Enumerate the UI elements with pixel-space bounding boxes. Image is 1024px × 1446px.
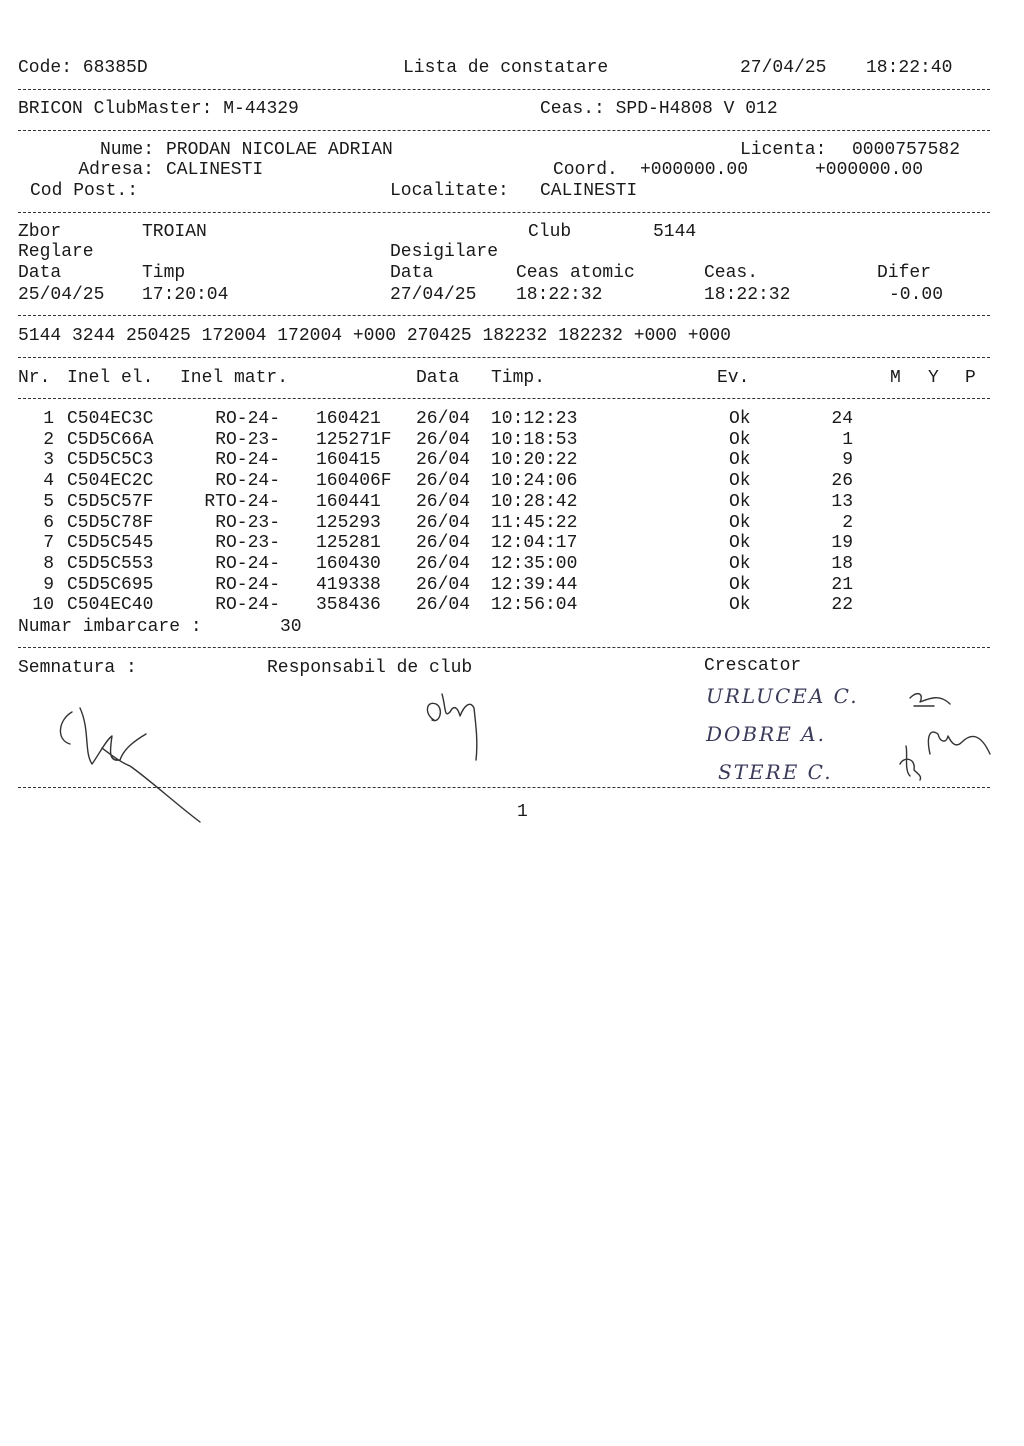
clock-label: Ceas. (704, 263, 759, 283)
owner-address: CALINESTI (166, 160, 264, 180)
row-date: 26/04 (416, 595, 471, 615)
row-date: 26/04 (416, 554, 471, 574)
row-time: 10:18:53 (491, 430, 578, 450)
row-time: 10:24:06 (491, 471, 578, 491)
club-number: 5144 (653, 222, 697, 242)
col-p: P (965, 368, 976, 388)
row-electronic-ring: C504EC2C (67, 471, 154, 491)
row-number: 8 (43, 554, 54, 574)
row-time: 12:35:00 (491, 554, 578, 574)
row-event: Ok (729, 450, 751, 470)
row-electronic-ring: C5D5C5C3 (67, 450, 154, 470)
license-label: Licenta: (740, 140, 827, 160)
reglare-date-label: Data (18, 263, 62, 283)
reglare-label: Reglare (18, 242, 94, 262)
row-electronic-ring: C504EC40 (67, 595, 154, 615)
col-nr: Nr. (18, 368, 51, 388)
separator (18, 89, 990, 90)
col-data: Data (416, 368, 460, 388)
document-code: Code: 68385D (18, 58, 148, 78)
row-ring-number: 125271F (316, 430, 392, 450)
row-ring-prefix: RTO-24- (204, 492, 280, 512)
row-position: 19 (831, 533, 853, 553)
row-ring-prefix: RO-24- (215, 575, 280, 595)
row-time: 12:39:44 (491, 575, 578, 595)
locality-label: Localitate: (390, 181, 509, 201)
row-event: Ok (729, 492, 751, 512)
row-number: 5 (43, 492, 54, 512)
desig-date-label: Data (390, 263, 434, 283)
breeder-label: Crescator (704, 656, 802, 676)
row-ring-prefix: RO-24- (215, 450, 280, 470)
difference-label: Difer (877, 263, 932, 283)
row-time: 11:45:22 (491, 513, 578, 533)
atomic-time: 18:22:32 (516, 285, 603, 305)
row-ring-number: 419338 (316, 575, 381, 595)
handwritten-name-3: STERE C. (718, 760, 833, 784)
print-date: 27/04/25 (740, 58, 827, 78)
row-electronic-ring: C504EC3C (67, 409, 154, 429)
row-event: Ok (729, 533, 751, 553)
boarding-label: Numar imbarcare : (18, 617, 202, 637)
row-date: 26/04 (416, 471, 471, 491)
row-ring-number: 160415 (316, 450, 381, 470)
separator (18, 357, 990, 358)
row-event: Ok (729, 554, 751, 574)
row-electronic-ring: C5D5C545 (67, 533, 154, 553)
row-number: 2 (43, 430, 54, 450)
clock-time: 18:22:32 (704, 285, 791, 305)
coord-label: Coord. (553, 160, 618, 180)
row-number: 4 (43, 471, 54, 491)
row-electronic-ring: C5D5C695 (67, 575, 154, 595)
row-date: 26/04 (416, 430, 471, 450)
row-ring-number: 160430 (316, 554, 381, 574)
license-number: 0000757582 (852, 140, 961, 160)
row-ring-prefix: RO-24- (215, 409, 280, 429)
row-ring-number: 358436 (316, 595, 381, 615)
row-position: 13 (831, 492, 853, 512)
address-label: Adresa: (78, 160, 154, 180)
row-time: 12:04:17 (491, 533, 578, 553)
row-position: 24 (831, 409, 853, 429)
row-position: 1 (842, 430, 853, 450)
col-inel-el: Inel el. (67, 368, 154, 388)
row-ring-prefix: RO-23- (215, 533, 280, 553)
locality-value: CALINESTI (540, 181, 638, 201)
handwritten-name-2: DOBRE A. (706, 722, 826, 746)
row-number: 3 (43, 450, 54, 470)
separator (18, 315, 990, 316)
col-ev: Ev. (717, 368, 750, 388)
row-electronic-ring: C5D5C78F (67, 513, 154, 533)
separator (18, 787, 990, 788)
row-position: 26 (831, 471, 853, 491)
clock-id: Ceas.: SPD-H4808 V 012 (540, 99, 778, 119)
signature-mark (50, 700, 210, 825)
row-position: 9 (842, 450, 853, 470)
handwritten-name-1: URLUCEA C. (706, 684, 859, 708)
row-date: 26/04 (416, 513, 471, 533)
breeder-signatures (890, 684, 1000, 784)
row-ring-prefix: RO-24- (215, 471, 280, 491)
row-number: 10 (32, 595, 54, 615)
code-line: 5144 3244 250425 172004 172004 +000 270425 182232 182232 +000 +000 (18, 326, 731, 346)
print-time: 18:22:40 (866, 58, 953, 78)
row-ring-prefix: RO-24- (215, 595, 280, 615)
name-label: Nume: (99, 140, 154, 160)
row-time: 10:12:23 (491, 409, 578, 429)
row-number: 1 (43, 409, 54, 429)
row-time: 10:28:42 (491, 492, 578, 512)
row-date: 26/04 (416, 492, 471, 512)
desig-date: 27/04/25 (390, 285, 477, 305)
row-event: Ok (729, 409, 751, 429)
clock-difference: -0.00 (889, 285, 944, 305)
reglare-time: 17:20:04 (142, 285, 229, 305)
flight-label: Zbor (18, 222, 62, 242)
flight-name: TROIAN (142, 222, 207, 242)
row-electronic-ring: C5D5C57F (67, 492, 154, 512)
separator (18, 212, 990, 213)
row-event: Ok (729, 575, 751, 595)
row-position: 22 (831, 595, 853, 615)
row-ring-number: 160421 (316, 409, 381, 429)
club-responsible-label: Responsabil de club (267, 658, 473, 678)
row-time: 12:56:04 (491, 595, 578, 615)
row-ring-number: 160441 (316, 492, 381, 512)
row-position: 2 (842, 513, 853, 533)
row-position: 21 (831, 575, 853, 595)
club-label: Club (528, 222, 572, 242)
coord-lat: +000000.00 (640, 160, 749, 180)
row-ring-number: 125293 (316, 513, 381, 533)
row-number: 6 (43, 513, 54, 533)
col-y: Y (928, 368, 939, 388)
row-electronic-ring: C5D5C66A (67, 430, 154, 450)
row-event: Ok (729, 471, 751, 491)
row-ring-prefix: RO-23- (215, 430, 280, 450)
atomic-clock-label: Ceas atomic (516, 263, 635, 283)
page-number: 1 (517, 802, 528, 822)
row-date: 26/04 (416, 575, 471, 595)
separator (18, 130, 990, 131)
coord-lon: +000000.00 (815, 160, 924, 180)
separator (18, 398, 990, 399)
row-date: 26/04 (416, 450, 471, 470)
row-ring-prefix: RO-24- (215, 554, 280, 574)
signature-label: Semnatura : (18, 658, 137, 678)
document-title: Lista de constatare (403, 58, 609, 78)
separator (18, 647, 990, 648)
col-inel-matr: Inel matr. (180, 368, 289, 388)
row-event: Ok (729, 513, 751, 533)
clubmaster-id: BRICON ClubMaster: M-44329 (18, 99, 299, 119)
row-number: 9 (43, 575, 54, 595)
row-electronic-ring: C5D5C553 (67, 554, 154, 574)
row-time: 10:20:22 (491, 450, 578, 470)
reglare-date: 25/04/25 (18, 285, 105, 305)
row-ring-prefix: RO-23- (215, 513, 280, 533)
row-date: 26/04 (416, 533, 471, 553)
reglare-time-label: Timp (142, 263, 186, 283)
boarding-count: 30 (280, 617, 302, 637)
row-ring-number: 160406F (316, 471, 392, 491)
row-number: 7 (43, 533, 54, 553)
desigilare-label: Desigilare (390, 242, 499, 262)
row-ring-number: 125281 (316, 533, 381, 553)
row-date: 26/04 (416, 409, 471, 429)
col-m: M (890, 368, 901, 388)
col-timp: Timp. (491, 368, 546, 388)
postal-code-label: Cod Post.: (30, 181, 139, 201)
owner-name: PRODAN NICOLAE ADRIAN (166, 140, 393, 160)
row-event: Ok (729, 430, 751, 450)
row-position: 18 (831, 554, 853, 574)
row-event: Ok (729, 595, 751, 615)
club-responsible-signature (420, 690, 490, 770)
